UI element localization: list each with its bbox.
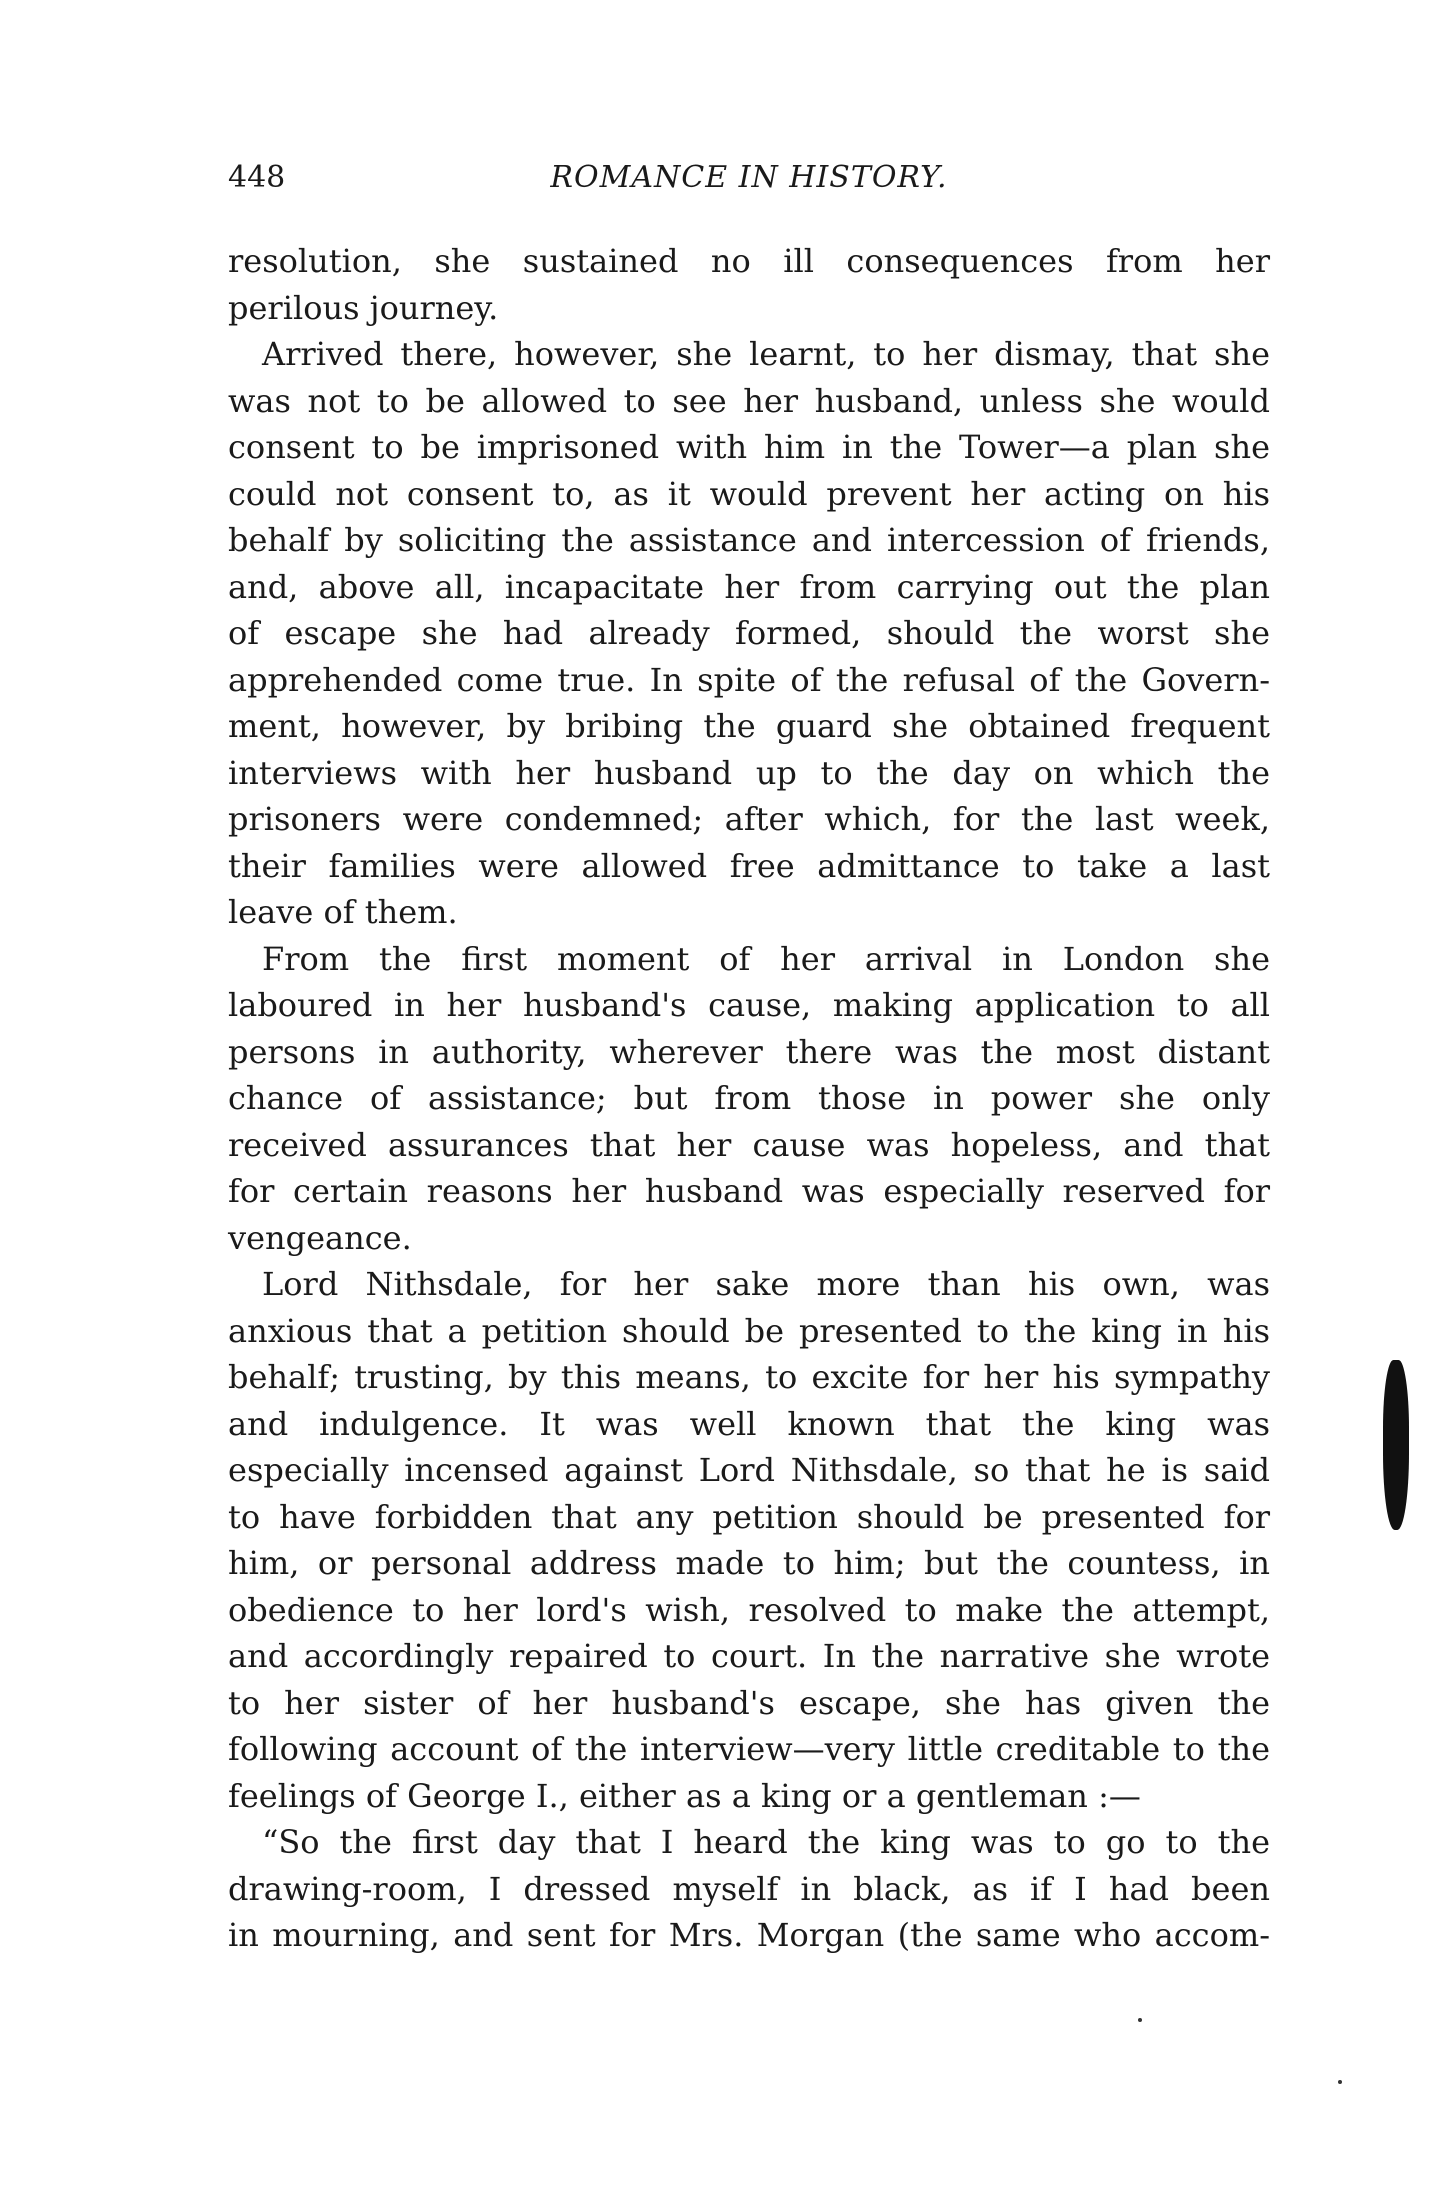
ink-blot (1383, 1360, 1409, 1530)
text-line: vengeance. (228, 1218, 412, 1257)
text-line: Arrived there, however, she learnt, to her dismay, that she (262, 335, 1270, 373)
text-line: in mourning, and sent for Mrs. Morgan (the same who accom- (228, 1916, 1270, 1954)
page-number: 448 (228, 160, 286, 195)
text-line: consent to be imprisoned with him in the Tower—a plan she (228, 428, 1270, 466)
text-line: interviews with her husband up to the day on which the (228, 753, 1270, 792)
text-line: apprehended come true. In spite of the refusal of the Govern- (228, 660, 1270, 699)
text-line: following account of the interview—very little creditable to the (228, 1730, 1270, 1768)
text-line: and, above all, incapacitate her from carrying out the plan (228, 567, 1270, 606)
text-line: resolution, she sustained no ill consequences from her (228, 242, 1270, 280)
text-line: From the first moment of her arrival in London she (262, 939, 1270, 978)
text-line: leave of them. (228, 893, 458, 931)
text-line: drawing-room, I dressed myself in black, as if I had been (228, 1869, 1270, 1908)
text-line: to her sister of her husband's escape, she has given the (228, 1683, 1270, 1722)
text-line: him, or personal address made to him; but the countess, in (228, 1544, 1270, 1582)
text-line: feelings of George I., either as a king or a gentleman :— (228, 1776, 1141, 1815)
text-line: and accordingly repaired to court. In the narrative she wrote (228, 1637, 1270, 1675)
text-line: their families were allowed free admittance to take a last (228, 846, 1270, 885)
text-line: “So the first day that I heard the king was to go to the (262, 1823, 1270, 1861)
text-line: was not to be allowed to see her husband, unless she would (228, 381, 1270, 420)
text-line: of escape she had already formed, should the worst she (228, 614, 1270, 652)
text-line: Lord Nithsdale, for her sake more than his own, was (262, 1265, 1270, 1303)
text-line: laboured in her husband's cause, making application to all (228, 986, 1270, 1024)
text-line: could not consent to, as it would prevent her acting on his (228, 474, 1270, 513)
speck (1138, 2018, 1142, 2022)
text-line: behalf; trusting, by this means, to excite for her his sympathy (228, 1358, 1270, 1396)
text-line: and indulgence. It was well known that the king was (228, 1404, 1270, 1443)
text-line: to have forbidden that any petition should be presented for (228, 1497, 1270, 1536)
text-line: received assurances that her cause was hopeless, and that (228, 1125, 1270, 1164)
text-line: obedience to her lord's wish, resolved to make the attempt, (228, 1590, 1270, 1629)
page-header (228, 160, 1270, 204)
text-line: chance of assistance; but from those in power she only (228, 1079, 1270, 1117)
text-line: prisoners were condemned; after which, for the last week, (228, 800, 1270, 838)
text-line: anxious that a petition should be presented to the king in his (228, 1311, 1270, 1350)
text-line: ment, however, by bribing the guard she obtained frequent (228, 707, 1270, 745)
text-line: for certain reasons her husband was especially reserved for (228, 1172, 1270, 1210)
text-line: especially incensed against Lord Nithsdale, so that he is said (228, 1451, 1270, 1489)
text-line: persons in authority, wherever there was the most distant (228, 1032, 1270, 1071)
text-line: behalf by soliciting the assistance and intercession of friends, (228, 521, 1270, 559)
speck (1338, 2080, 1342, 2084)
body-text (228, 238, 1270, 1959)
text-line: perilous journey. (228, 288, 499, 327)
running-title: ROMANCE IN HISTORY. (550, 160, 948, 195)
